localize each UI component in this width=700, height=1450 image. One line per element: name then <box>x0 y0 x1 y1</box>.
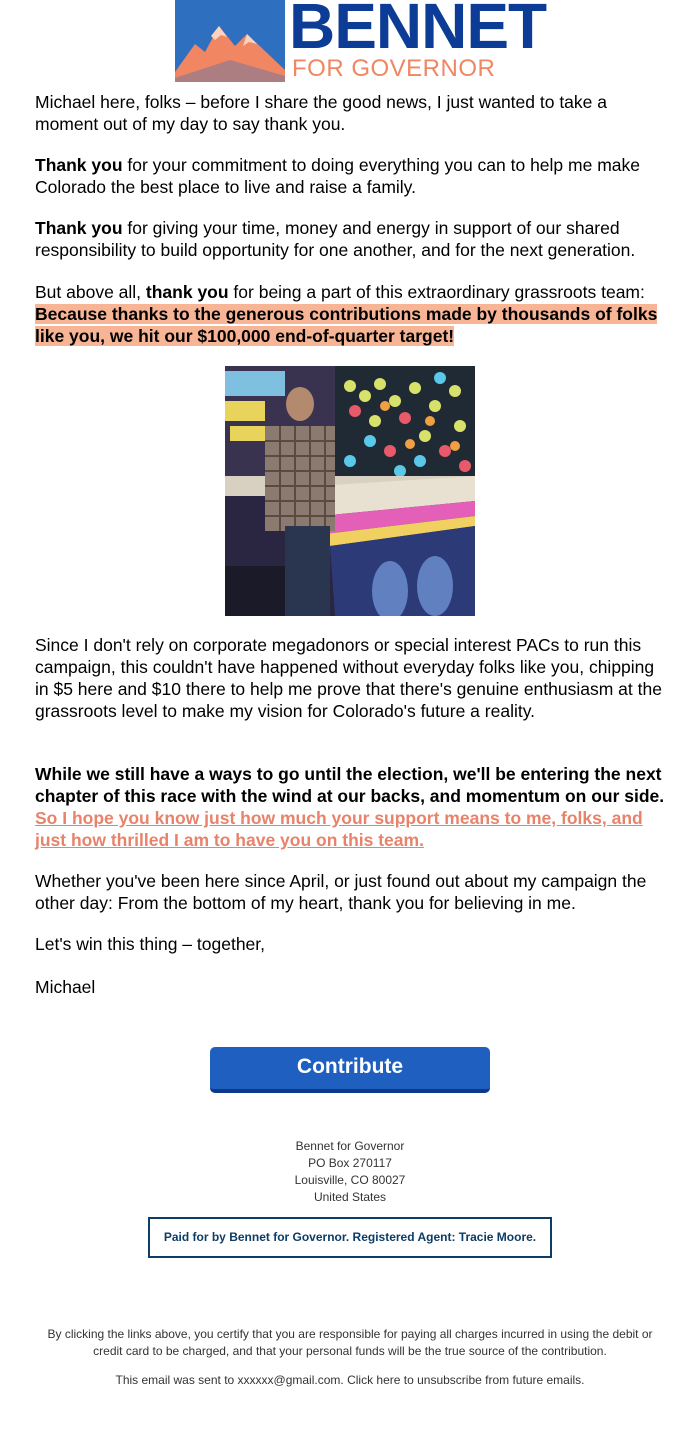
paragraph-no-megadonors: Since I don't rely on corporate megadonors or special interest PACs to run this campaign, this couldn't have happened without everyday folks like you, chipping in $5 here and $10 there to help me prove that there's genuine enthusiasm at the grassroots level to make my vision for Colorado's future a reality. <box>35 635 662 721</box>
address-line: Louisville, CO 80027 <box>294 1173 406 1187</box>
address-line: United States <box>313 1190 387 1204</box>
address-line: PO Box 270117 <box>308 1156 392 1170</box>
paragraph-text: for your commitment to doing everything you can to help me make Colorado the best place to live and raise a family. <box>35 155 640 197</box>
bold-momentum-text: While we still have a ways to go until the election, we'll be entering the next chapter of this race with the wind at our backs, and momentum on our side. <box>35 764 665 806</box>
paid-for-text: Paid for by Bennet for Governor. Registered Agent: Tracie Moore. <box>163 1230 537 1244</box>
address-line: Bennet for Governor <box>295 1139 405 1153</box>
mountain-logo-icon <box>175 0 285 82</box>
logo-subtitle: FOR GOVERNOR <box>292 55 496 82</box>
paragraph-thank-you-2 <box>35 217 670 261</box>
legal-disclaimer: By clicking the links above, you certify that you are responsible for paying all charges incurred in using the debit or credit card to be charged, and that your personal funds will be the true source of the contribution. <box>47 1327 653 1358</box>
highlighted-goal-text: Because thanks to the generous contributions made by thousands of folks like you, we hit our $100,000 end-of-quarter target! <box>35 304 658 346</box>
bennet-logo <box>175 0 547 82</box>
mailing-address <box>150 1138 550 1206</box>
unsubscribe-link[interactable]: Click here to unsubscribe from future emails. <box>347 1373 585 1387</box>
candidate-carnival-photo <box>225 366 475 616</box>
bold-thank-you: thank you <box>145 282 229 302</box>
paragraph-text: for being a part of this extraordinary grassroots team: <box>228 282 645 302</box>
sent-to-separator: . <box>340 1373 348 1387</box>
paragraph-text: for giving your time, money and energy in support of our shared responsibility to build opportunity for one another, and for the next generation. <box>35 218 636 260</box>
paragraph-sign-off: Let's win this thing – together, <box>35 934 266 954</box>
paragraph-intro: Michael here, folks – before I share the good news, I just wanted to take a moment out of my day to say thank you. <box>35 92 607 134</box>
paragraph-momentum <box>35 763 670 851</box>
sent-to-prefix: This email was sent to <box>115 1373 238 1387</box>
carnival-photo-image <box>225 366 475 616</box>
email-footer-line <box>35 1372 665 1389</box>
paragraph-text: But above all, <box>35 282 146 302</box>
paragraph-grassroots <box>35 281 670 347</box>
bold-thank-you: Thank you <box>35 218 123 238</box>
paid-for-disclaimer-box <box>148 1217 552 1258</box>
logo-title: BENNET <box>289 0 547 62</box>
bold-thank-you: Thank you <box>35 155 123 175</box>
contribute-button[interactable]: Contribute <box>210 1047 490 1093</box>
signature: Michael <box>35 977 96 997</box>
paragraph-thank-you-1 <box>35 154 670 198</box>
support-link[interactable]: So I hope you know just how much your support means to me, folks, and just how thrilled I am to have you on this team. <box>35 808 643 850</box>
recipient-email: xxxxxx@gmail.com <box>237 1373 341 1387</box>
paragraph-thank-you-believing: Whether you've been here since April, or just found out about my campaign the other day: From the bottom of my heart, thank you for believing in me. <box>35 871 647 913</box>
